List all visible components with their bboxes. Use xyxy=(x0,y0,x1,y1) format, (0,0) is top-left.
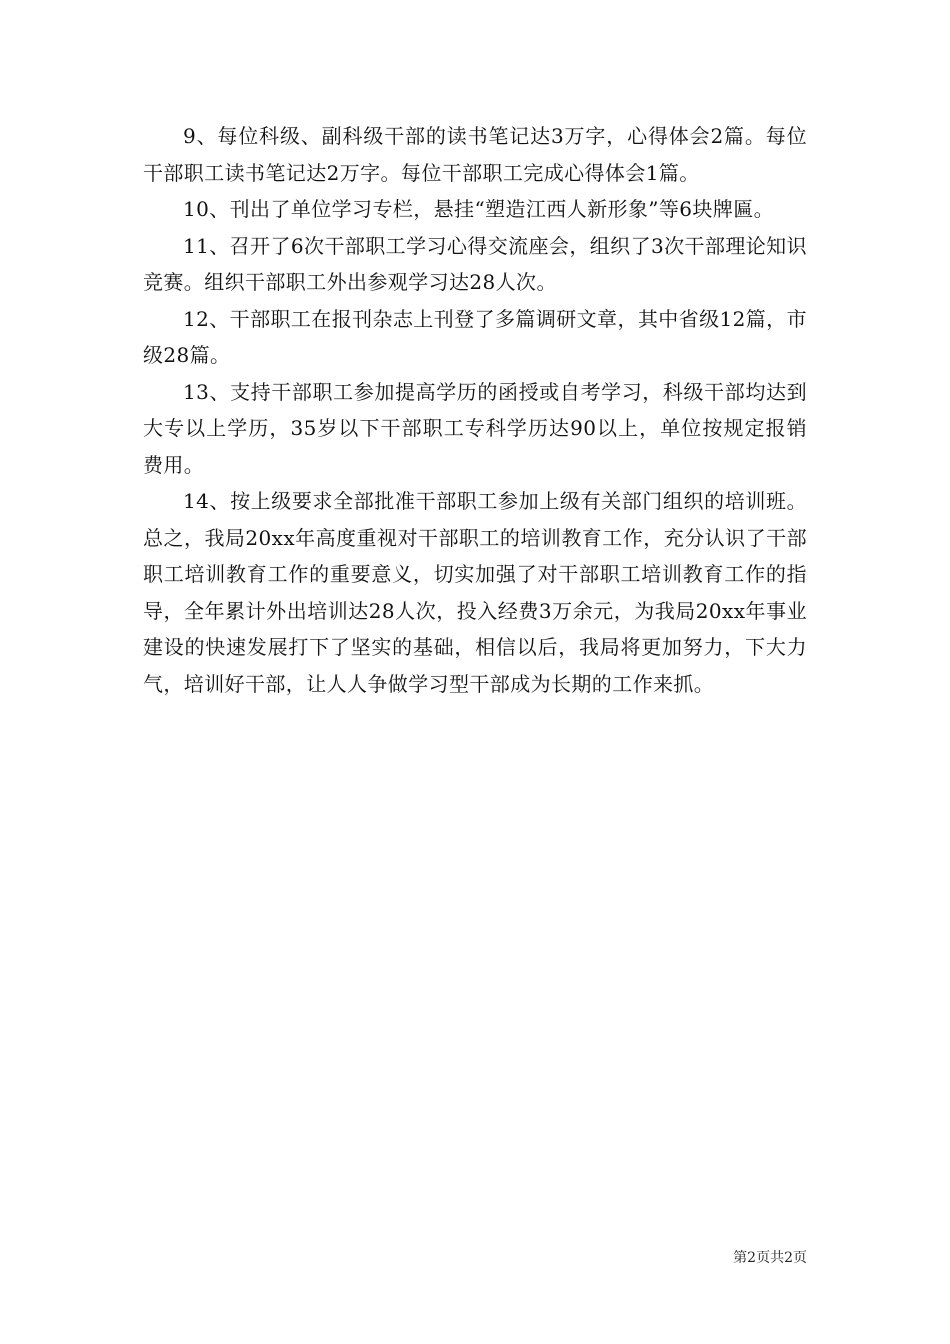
paragraph-14: 14、按上级要求全部批准干部职工参加上级有关部门组织的培训班。总之，我局20xx年高度重视对干部职工的培训教育工作，充分认识了干部职工培训教育工作的重要意义，切实加强了对干部职工培训教育工作的指导，全年累计外出培训达28人次，投入经费3万余元，为我局20xx年事业建设的快速发展打下了坚实的基础，相信以后，我局将更加努力，下大力气，培训好干部，让人人争做学习型干部成为长期的工作来抓。 xyxy=(143,489,807,696)
document-body xyxy=(143,118,807,702)
paragraph-13: 13、支持干部职工参加提高学历的函授或自考学习，科级干部均达到大专以上学历，35岁以下干部职工专科学历达90以上，单位按规定报销费用。 xyxy=(143,379,807,477)
paragraph-12: 12、干部职工在报刊杂志上刊登了多篇调研文章，其中省级12篇，市级28篇。 xyxy=(143,306,807,367)
paragraph-11: 11、召开了6次干部职工学习心得交流座会，组织了3次干部理论知识竞赛。组织干部职工外出参观学习达28人次。 xyxy=(143,233,807,294)
page-number-footer: 第2页共2页 xyxy=(733,1250,807,1266)
paragraph-9: 9、每位科级、副科级干部的读书笔记达3万字，心得体会2篇。每位干部职工读书笔记达2万字。每位干部职工完成心得体会1篇。 xyxy=(143,124,807,185)
paragraph-10: 10、刊出了单位学习专栏，悬挂“塑造江西人新形象”等6块牌匾。 xyxy=(183,197,775,221)
